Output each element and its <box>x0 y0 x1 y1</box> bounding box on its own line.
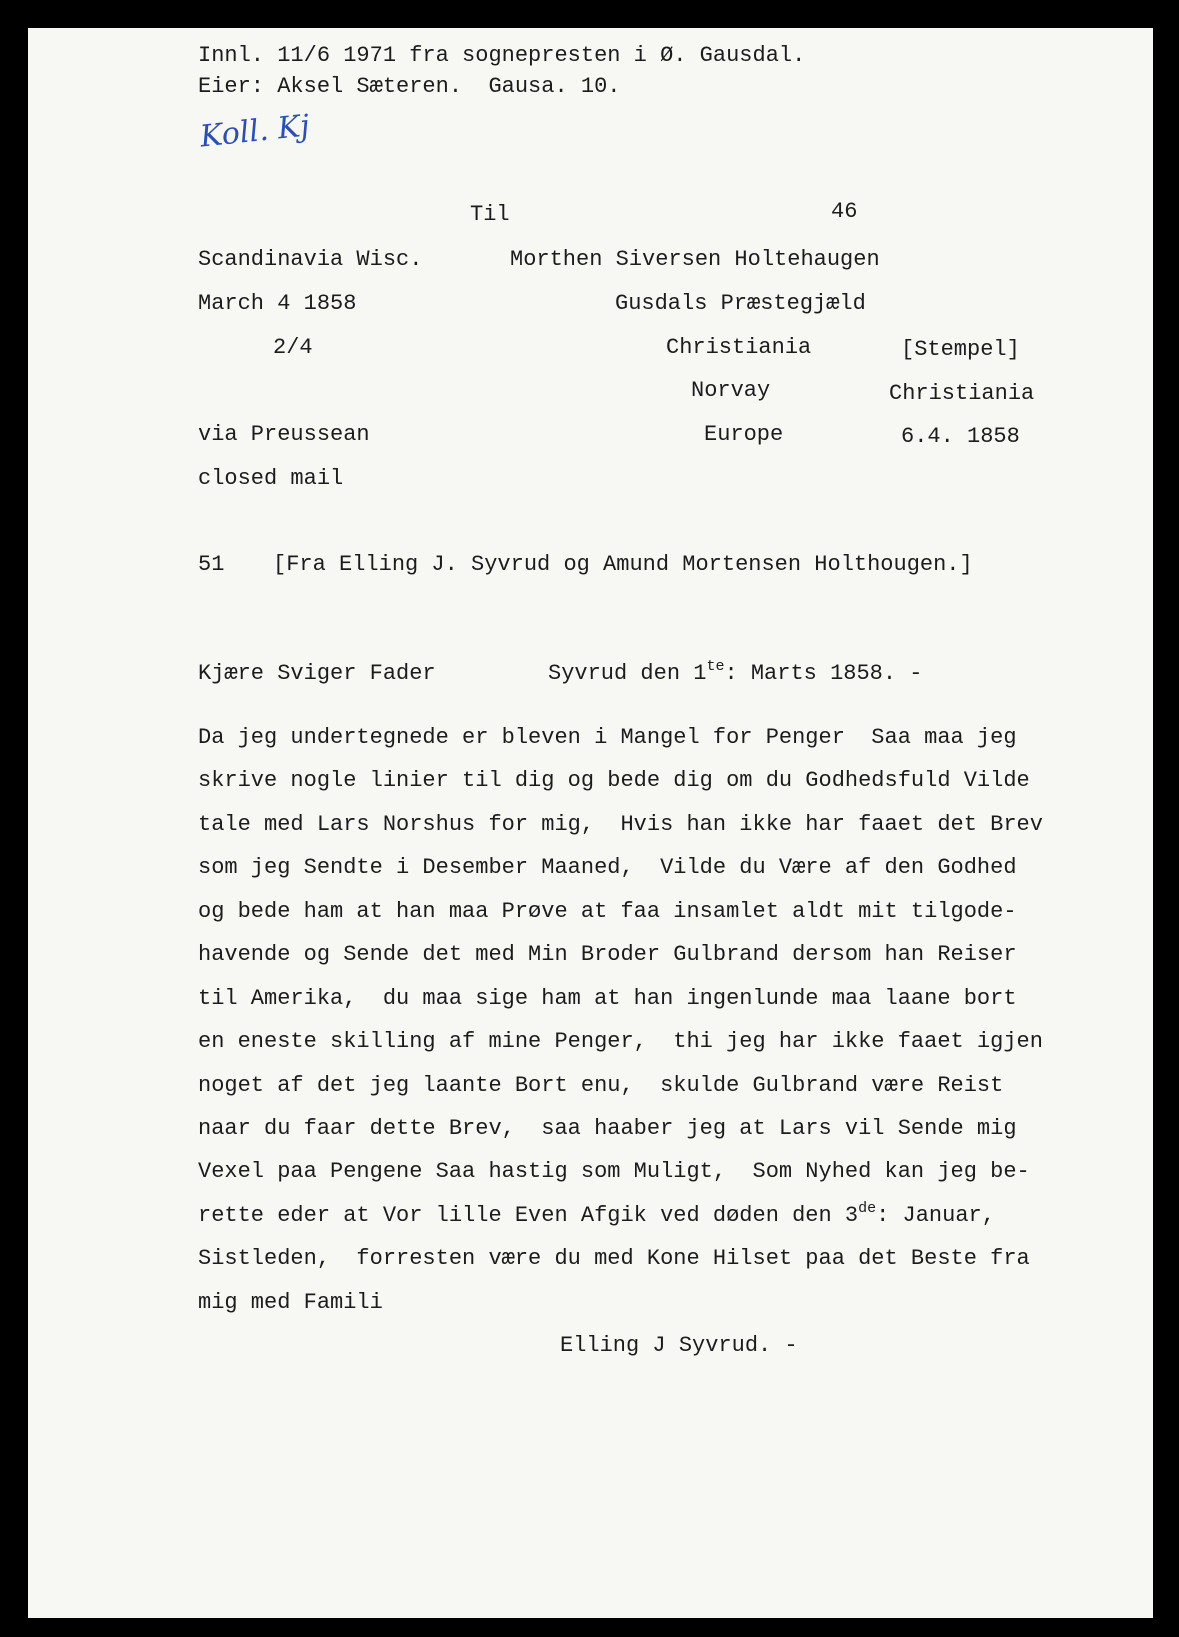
body-line: en eneste skilling af mine Penger, thi jeg har ikke faaet igjen <box>198 1029 1043 1054</box>
dateline-main: Syvrud den 1 <box>548 661 707 686</box>
body-line: og bede ham at han maa Prøve at faa insamlet aldt mit tilgode- <box>198 899 1017 924</box>
body-line: noget af det jeg laante Bort enu, skulde Gulbrand være Reist <box>198 1073 1004 1098</box>
body-line: tale med Lars Norshus for mig, Hvis han ikke har faaet det Brev <box>198 812 1043 837</box>
recipient-country: Norvay <box>691 378 771 403</box>
recipient-continent: Europe <box>704 422 784 447</box>
letter-from-note: [Fra Elling J. Syvrud og Amund Mortensen Holthougen.] <box>273 552 973 577</box>
body-line: som jeg Sendte i Desember Maaned, Vilde du Være af den Godhed <box>198 855 1017 880</box>
recipient-parish: Gusdals Præstegjæld <box>615 291 866 316</box>
page-number: 46 <box>831 199 858 224</box>
header-received-line: Innl. 11/6 1971 fra sognepresten i Ø. Gausdal. <box>198 43 806 68</box>
dateline-rest: : Marts 1858. - <box>724 661 923 686</box>
header-owner-line: Eier: Aksel Sæteren. Gausa. 10. <box>198 74 621 99</box>
body-line-main: rette eder at Vor lille Even Afgik ved døden den 3 <box>198 1203 859 1228</box>
body-line <box>198 1200 995 1228</box>
document-page <box>28 28 1153 1618</box>
route-line-2: closed mail <box>198 466 344 491</box>
body-line-rest: : Januar, <box>876 1203 995 1228</box>
address-til: Til <box>470 202 510 227</box>
body-line: naar du faar dette Brev, saa haaber jeg at Lars vil Sende mig <box>198 1116 1017 1141</box>
stamp-date: 6.4. 1858 <box>901 424 1020 449</box>
body-line: Vexel paa Pengene Saa hastig som Muligt, Som Nyhed kan jeg be- <box>198 1159 1030 1184</box>
recipient-name: Morthen Siversen Holtehaugen <box>510 247 880 272</box>
signature: Elling J Syvrud. - <box>560 1333 798 1358</box>
body-line: Sistleden, forresten være du med Kone Hilset paa det Beste fra <box>198 1246 1030 1271</box>
origin-place: Scandinavia Wisc. <box>198 247 423 272</box>
recipient-city: Christiania <box>666 335 812 360</box>
salutation: Kjære Sviger Fader <box>198 661 436 686</box>
stamp-label: [Stempel] <box>901 337 1020 362</box>
handwritten-note: Koll. Kj <box>198 108 312 155</box>
body-line: mig med Famili <box>198 1290 383 1315</box>
route-line-1: via Preussean <box>198 422 370 447</box>
body-line-superscript: de <box>858 1200 877 1217</box>
stamp-city: Christiania <box>889 381 1035 406</box>
dateline <box>548 658 923 686</box>
body-line: skrive nogle linier til dig og bede dig om du Godhedsfuld Vilde <box>198 768 1030 793</box>
body-line: havende og Sende det med Min Broder Gulbrand dersom han Reiser <box>198 942 1017 967</box>
body-line: til Amerika, du maa sige ham at han ingenlunde maa laane bort <box>198 986 1017 1011</box>
origin-fraction: 2/4 <box>273 335 313 360</box>
origin-date: March 4 1858 <box>198 291 357 316</box>
body-line: Da jeg undertegnede er bleven i Mangel for Penger Saa maa jeg <box>198 725 1017 750</box>
letter-number: 51 <box>198 552 225 577</box>
dateline-superscript: te <box>706 658 725 675</box>
